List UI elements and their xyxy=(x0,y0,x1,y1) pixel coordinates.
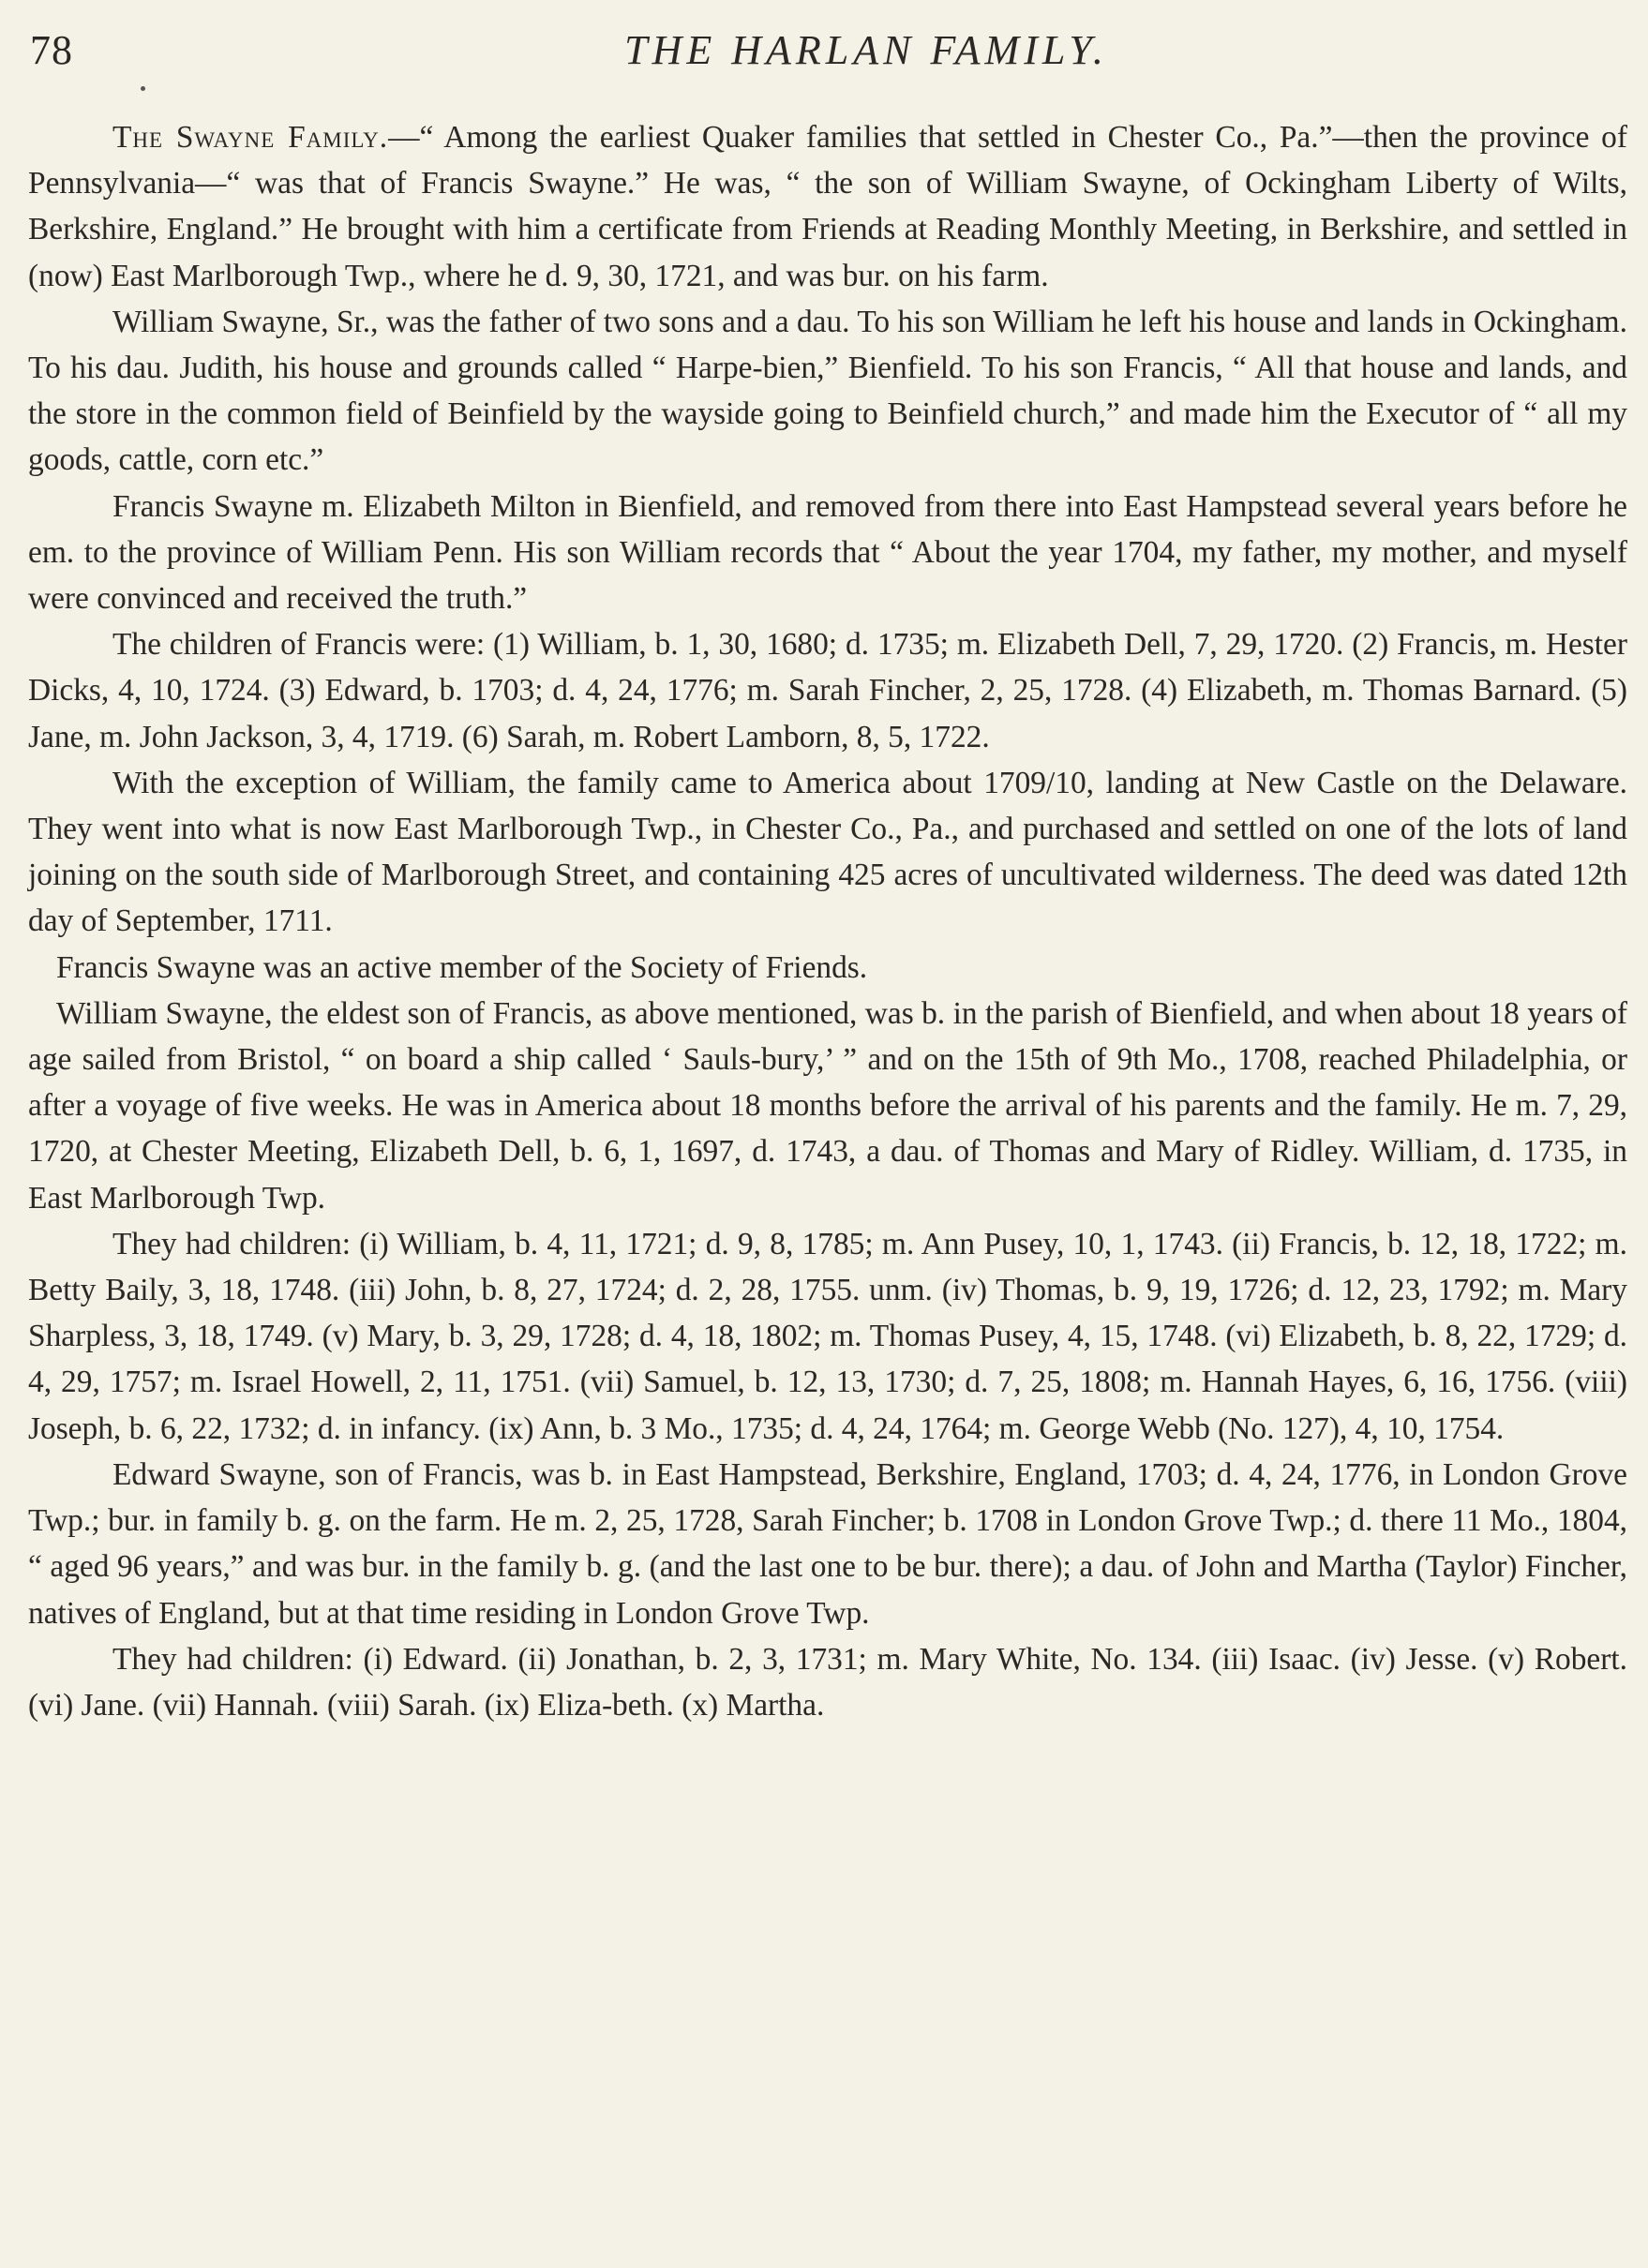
paragraph xyxy=(28,114,1627,299)
running-title: THE HARLAN FAMILY. xyxy=(624,27,1108,73)
paragraph: Francis Swayne m. Elizabeth Milton in Bienfield, and removed from there into East Hampstead several years before he em. to the province of William Penn. His son William records that “ About the year 1704, my father, my mother, and myself were convinced and received the truth.” xyxy=(28,488,1627,617)
paragraph: With the exception of William, the family came to America about 1709/10, landing at New Castle on the Delaware. They went into what is now East Marlborough Twp., in Chester Co., Pa., and purchased and settled on one of the lots of land joining on the south side of Marlborough Street, and containing 425 acres of uncultivated wilderness. The deed was dated 12th day of September, 1711. xyxy=(28,765,1627,939)
paragraph: William Swayne, Sr., was the father of two sons and a dau. To his son William he left his house and lands in Ockingham. To his dau. Judith, his house and grounds called “ Harpe-bien,” Bienfield. To his son Francis, “ All that house and lands, and the store in the common field of Beinfield by the wayside going to Beinfield church,” and made him the Executor of “ all my goods, cattle, corn etc.” xyxy=(28,304,1627,478)
paragraph: They had children: (i) Edward. (ii) Jonathan, b. 2, 3, 1731; m. Mary White, No. 134. (iii) Isaac. (iv) Jesse. (v) Robert. (vi) Jane. (vii) Hannah. (viii) Sarah. (ix) Eliza-beth. (x) Martha. xyxy=(28,1641,1627,1723)
body-text xyxy=(28,114,1627,1728)
paragraph: William Swayne, the eldest son of Francis, as above mentioned, was b. in the parish of Bienfield, and when about 18 years of age sailed from Bristol, “ on board a ship called ‘ Sauls-bury,’ ” and on the 15th of 9th Mo., 1708, reached Philadelphia, or after a voyage of five weeks. He was in America about 18 months before the arrival of his parents and the family. He m. 7, 29, 1720, at Chester Meeting, Elizabeth Dell, b. 6, 1, 1697, d. 1743, a dau. of Thomas and Mary of Ridley. William, d. 1735, in East Marlborough Twp. xyxy=(28,995,1627,1216)
paragraph-text: —“ Among the earliest Quaker families that settled in Chester Co., Pa.”—then the province of Pennsylvania—“ was that of Francis Swayne.” He was, “ the son of William Swayne, of Ockingham Liberty of Wilts, Berkshire, England.” He brought with him a certificate from Friends at Reading Monthly Meeting, in Berkshire, and settled in (now) East Marlborough Twp., where he d. 9, 30, 1721, and was bur. on his farm. xyxy=(28,120,1628,293)
paragraph: The children of Francis were: (1) William, b. 1, 30, 1680; d. 1735; m. Elizabeth Dell, 7, 29, 1720. (2) Francis, m. Hester Dicks, 4, 10, 1724. (3) Edward, b. 1703; d. 4, 24, 1776; m. Sarah Fincher, 2, 25, 1728. (4) Elizabeth, m. Thomas Barnard. (5) Jane, m. John Jackson, 3, 4, 1719. (6) Sarah, m. Robert Lamborn, 8, 5, 1722. xyxy=(28,627,1627,754)
paragraph: They had children: (i) William, b. 4, 11, 1721; d. 9, 8, 1785; m. Ann Pusey, 10, 1, 1743. (ii) Francis, b. 12, 18, 1722; m. Betty Baily, 3, 18, 1748. (iii) John, b. 8, 27, 1724; d. 2, 28, 1755. unm. (iv) Thomas, b. 9, 19, 1726; d. 12, 23, 1792; m. Mary Sharpless, 3, 18, 1749. (v) Mary, b. 3, 29, 1728; d. 4, 18, 1802; m. Thomas Pusey, 4, 15, 1748. (vi) Elizabeth, b. 8, 22, 1729; d. 4, 29, 1757; m. Israel Howell, 2, 11, 1751. (vii) Samuel, b. 12, 13, 1730; d. 7, 25, 1808; m. Hannah Hayes, 6, 16, 1756. (viii) Joseph, b. 6, 22, 1732; d. in infancy. (ix) Ann, b. 3 Mo., 1735; d. 4, 24, 1764; m. George Webb (No. 127), 4, 10, 1754. xyxy=(28,1226,1627,1446)
page-number: 78 xyxy=(30,27,73,73)
page-header xyxy=(28,21,1620,86)
section-heading: The Swayne Family. xyxy=(112,120,389,155)
ink-speck xyxy=(141,86,145,91)
paragraph: Francis Swayne was an active member of the Society of Friends. xyxy=(56,949,868,985)
paragraph: Edward Swayne, son of Francis, was b. in East Hampstead, Berkshire, England, 1703; d. 4, 24, 1776, in London Grove Twp.; bur. in family b. g. on the farm. He m. 2, 25, 1728, Sarah Fincher; b. 1708 in London Grove Twp.; d. there 11 Mo., 1804, “ aged 96 years,” and was bur. in the family b. g. (and the last one to be bur. there); a dau. of John and Martha (Taylor) Fincher, natives of England, but at that time residing in London Grove Twp. xyxy=(28,1456,1627,1631)
